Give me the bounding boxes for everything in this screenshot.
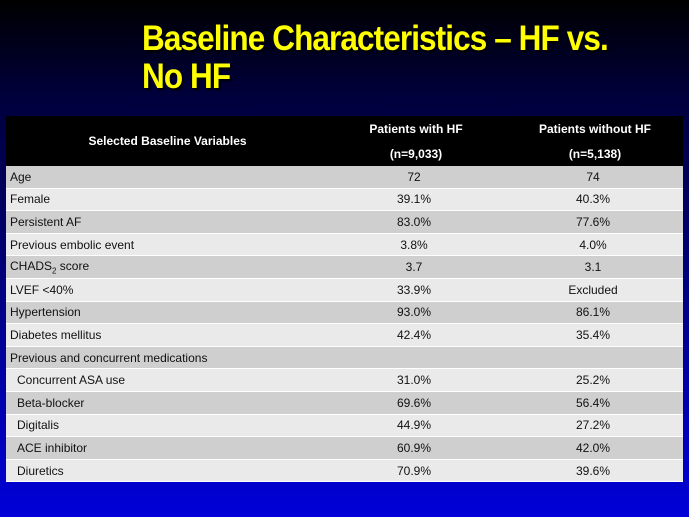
- header-variables: Selected Baseline Variables: [6, 116, 325, 166]
- header-nohf: Patients without HF: [503, 116, 683, 141]
- table-row: [6, 211, 683, 234]
- row-label: Diuretics: [6, 459, 325, 482]
- row-label-subscript: 2: [52, 266, 57, 276]
- row-hf-value: 70.9%: [325, 459, 503, 482]
- table-row: [6, 437, 683, 460]
- row-hf-value: 83.0%: [325, 211, 503, 234]
- row-label: Concurrent ASA use: [6, 369, 325, 392]
- header-nohf-n: (n=5,138): [503, 141, 683, 166]
- row-nohf-value: 74: [503, 166, 683, 188]
- slide-title-line-1: Baseline Characteristics – HF vs.: [142, 19, 608, 58]
- table-row: [6, 346, 683, 369]
- table-row: [6, 278, 683, 301]
- row-nohf-value: 40.3%: [503, 188, 683, 211]
- row-label: Persistent AF: [6, 211, 325, 234]
- row-nohf-value: 39.6%: [503, 459, 683, 482]
- row-label: Diabetes mellitus: [6, 324, 325, 347]
- row-label: Hypertension: [6, 301, 325, 324]
- row-hf-value: 31.0%: [325, 369, 503, 392]
- row-section-label: Previous and concurrent medications: [6, 346, 325, 369]
- table-row: [6, 369, 683, 392]
- row-nohf-value: 86.1%: [503, 301, 683, 324]
- table-row: [6, 414, 683, 437]
- row-hf-value: 33.9%: [325, 278, 503, 301]
- row-hf-value: [325, 346, 503, 369]
- row-nohf-value: 56.4%: [503, 391, 683, 414]
- row-label: [6, 256, 325, 279]
- row-label-main: CHADS: [10, 258, 53, 273]
- row-label: Beta-blocker: [6, 391, 325, 414]
- row-nohf-value: Excluded: [503, 278, 683, 301]
- row-hf-value: 3.7: [325, 256, 503, 279]
- row-hf-value: 42.4%: [325, 324, 503, 347]
- baseline-characteristics-table: [6, 116, 683, 482]
- header-hf-n: (n=9,033): [325, 141, 503, 166]
- header-hf: Patients with HF: [325, 116, 503, 141]
- row-hf-value: 44.9%: [325, 414, 503, 437]
- row-hf-value: 3.8%: [325, 233, 503, 256]
- row-label: ACE inhibitor: [6, 437, 325, 460]
- row-nohf-value: 42.0%: [503, 437, 683, 460]
- row-label: LVEF <40%: [6, 278, 325, 301]
- row-nohf-value: 25.2%: [503, 369, 683, 392]
- table-row: [6, 188, 683, 211]
- table-row: [6, 391, 683, 414]
- table-row: [6, 166, 683, 188]
- table-row: [6, 233, 683, 256]
- row-nohf-value: 3.1: [503, 256, 683, 279]
- row-label: Digitalis: [6, 414, 325, 437]
- row-hf-value: 69.6%: [325, 391, 503, 414]
- row-hf-value: 93.0%: [325, 301, 503, 324]
- row-label: Previous embolic event: [6, 233, 325, 256]
- row-label: Female: [6, 188, 325, 211]
- slide-title-line-2: No HF: [142, 57, 231, 96]
- row-nohf-value: 4.0%: [503, 233, 683, 256]
- table-row: [6, 459, 683, 482]
- row-label-suffix: score: [56, 258, 90, 273]
- table-row: [6, 256, 683, 279]
- row-nohf-value: 77.6%: [503, 211, 683, 234]
- table-row: [6, 324, 683, 347]
- row-hf-value: 72: [325, 166, 503, 188]
- slide-title: [142, 20, 610, 96]
- row-hf-value: 60.9%: [325, 437, 503, 460]
- row-nohf-value: 35.4%: [503, 324, 683, 347]
- row-nohf-value: 27.2%: [503, 414, 683, 437]
- row-nohf-value: [503, 346, 683, 369]
- row-hf-value: 39.1%: [325, 188, 503, 211]
- table-row: [6, 301, 683, 324]
- row-label: Age: [6, 166, 325, 188]
